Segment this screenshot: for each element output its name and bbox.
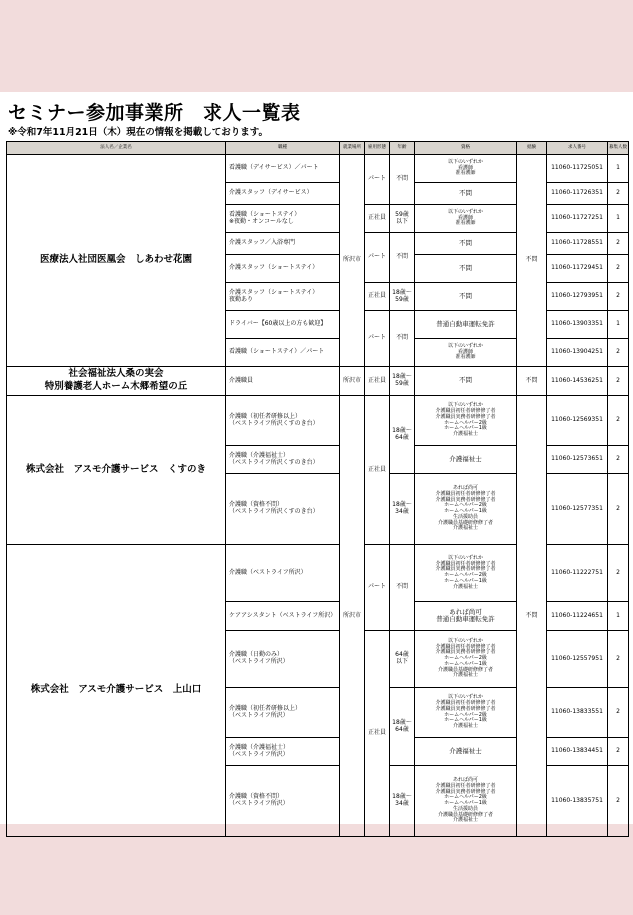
age: 不問 [390,545,415,631]
count: 2 [608,446,629,474]
job-title: ケアアシスタント（ベストライフ所沢） [226,602,340,631]
employment-type: パート [365,233,390,283]
employment-type: 正社員 [365,283,390,311]
employment-type: 正社員 [365,205,390,233]
experience: 不問 [517,396,547,837]
count: 2 [608,183,629,205]
qualification: 以下のいずれか 看護師 准看護師 [415,205,517,233]
job-number: 11060-14536251 [547,367,608,396]
job-title: ドライバー【60歳以上の方も歓迎】 [226,311,340,339]
job-listing-table [6,141,629,837]
job-title: 介護職（初任者研修以上） （ベストライフ所沢くすのき台） [226,396,340,446]
header-job: 職種 [226,142,340,155]
qualification: 以下のいずれか 看護師 准看護師 [415,339,517,367]
corp-name: 医療法人社団医凰会 しあわせ花園 [7,155,226,367]
job-number: 11060-13904251 [547,339,608,367]
qualification: 不問 [415,367,517,396]
age: 18歳～ 34歳 [390,766,415,837]
experience: 不問 [517,155,547,367]
job-number: 11060-11726351 [547,183,608,205]
qualification: 不問 [415,183,517,205]
age: 18歳～ 59歳 [390,283,415,311]
age: 不問 [390,233,415,283]
employment-type: 正社員 [365,631,390,837]
qualification: 以下のいずれか 介護職員初任者研修修了者 介護職員実務者研修修了者 ホームヘルパー2級 ホームヘルパー1級 介護職員基礎研修修了者 介護福祉士 [415,631,517,688]
employment-type: パート [365,545,390,631]
count: 2 [608,474,629,545]
job-number: 11060-13833551 [547,688,608,738]
table-row [7,155,629,183]
job-number: 11060-13835751 [547,766,608,837]
count: 2 [608,339,629,367]
age: 18歳～ 34歳 [390,474,415,545]
count: 2 [608,545,629,602]
job-title: 介護スタッフ／入浴専門 [226,233,340,255]
qualification: 以下のいずれか 介護職員初任者研修修了者 介護職員実務者研修修了者 ホームヘルパー2級 ホームヘルパー1級 介護福祉士 [415,688,517,738]
job-number: 11060-12573651 [547,446,608,474]
qualification: 介護福祉士 [415,446,517,474]
employment-type: 正社員 [365,396,390,545]
qualification: あれば尚可 普通自動車運転免許 [415,602,517,631]
qualification: 以下のいずれか 介護職員初任者研修修了者 介護職員実務者研修修了者 ホームヘルパー2級 ホームヘルパー1級 介護福祉士 [415,396,517,446]
job-title: 介護職（日勤のみ） （ベストライフ所沢） [226,631,340,688]
age: 18歳～ 64歳 [390,396,415,474]
qualification: 普通自動車運転免許 [415,311,517,339]
job-number: 11060-11728551 [547,233,608,255]
table-row [7,396,629,446]
count: 2 [608,233,629,255]
job-number: 11060-13834451 [547,738,608,766]
employment-type: 正社員 [365,367,390,396]
job-number: 11060-11725051 [547,155,608,183]
job-title: 介護職（初任者研修以上） （ベストライフ所沢） [226,688,340,738]
job-title: 介護職（資格不問） （ベストライフ所沢） [226,766,340,837]
job-number: 11060-11729451 [547,255,608,283]
job-number: 11060-12577351 [547,474,608,545]
header-location: 就業場所 [340,142,365,155]
job-title: 看護職（デイサービス）／パート [226,155,340,183]
count: 2 [608,738,629,766]
experience: 不問 [517,367,547,396]
count: 1 [608,155,629,183]
job-title: 介護職（介護福祉士） （ベストライフ所沢） [226,738,340,766]
job-number: 11060-13903351 [547,311,608,339]
page-subtitle: ※令和7年11月21日（木）現在の情報を掲載しております。 [8,127,269,138]
qualification: あれば尚可 介護職員初任者研修修了者 介護職員実務者研修修了者 ホームヘルパー2級 ホームヘルパー1級 生活援助員 介護職員基礎研修修了者 介護福祉士 [415,766,517,837]
qualification: 不問 [415,283,517,311]
header-employment: 雇用形態 [365,142,390,155]
table-header-row [7,142,629,155]
age: 64歳 以下 [390,631,415,688]
header-count: 募集人数 [608,142,629,155]
qualification: 不問 [415,233,517,255]
job-number: 11060-11727251 [547,205,608,233]
job-title: 介護職（ベストライフ所沢） [226,545,340,602]
header-age: 年齢 [390,142,415,155]
count: 2 [608,367,629,396]
table-row [7,367,629,396]
count: 2 [608,255,629,283]
location: 所沢市 [340,367,365,396]
count: 2 [608,688,629,738]
job-number: 11060-11222751 [547,545,608,602]
count: 1 [608,602,629,631]
employment-type: パート [365,311,390,367]
corp-name: 株式会社 アスモ介護サービス くすのき [7,396,226,545]
location: 所沢市 [340,155,365,367]
count: 2 [608,396,629,446]
job-title: 看護職（ショートステイ） ※夜勤・オンコールなし [226,205,340,233]
qualification: 不問 [415,255,517,283]
corp-name: 社会福祉法人桑の実会 特別養護老人ホーム木郷希望の丘 [7,367,226,396]
age: 不問 [390,311,415,367]
job-title: 介護スタッフ（ショートステイ） [226,255,340,283]
employment-type: パート [365,155,390,205]
count: 1 [608,205,629,233]
job-number: 11060-12557951 [547,631,608,688]
count: 1 [608,311,629,339]
age: 18歳～ 64歳 [390,688,415,766]
header-qualification: 資格 [415,142,517,155]
corp-name: 株式会社 アスモ介護サービス 上山口 [7,545,226,837]
job-title: 介護スタッフ（ショートステイ） 夜勤あり [226,283,340,311]
count: 2 [608,283,629,311]
job-title: 介護職（介護福祉士） （ベストライフ所沢くすのき台） [226,446,340,474]
job-number: 11060-11224651 [547,602,608,631]
age: 59歳 以下 [390,205,415,233]
count: 2 [608,631,629,688]
qualification: 以下のいずれか 介護職員初任者研修修了者 介護職員実務者研修修了者 ホームヘルパー2級 ホームヘルパー1級 介護福祉士 [415,545,517,602]
location: 所沢市 [340,396,365,837]
job-number: 11060-12569351 [547,396,608,446]
document-sheet [0,92,633,824]
qualification: あれば尚可 介護職員初任者研修修了者 介護職員実務者研修修了者 ホームヘルパー2級 ホームヘルパー1級 生活援助員 介護職員基礎研修修了者 介護福祉士 [415,474,517,545]
job-title: 介護職員 [226,367,340,396]
age: 不問 [390,155,415,205]
job-title: 介護スタッフ（デイサービス） [226,183,340,205]
job-title: 介護職（資格不問） （ベストライフ所沢くすのき台） [226,474,340,545]
job-title: 看護職（ショートステイ）／パート [226,339,340,367]
qualification: 介護福祉士 [415,738,517,766]
page-title: セミナー参加事業所 求人一覧表 [8,102,301,124]
qualification: 以下のいずれか 看護師 准看護師 [415,155,517,183]
age: 18歳～ 59歳 [390,367,415,396]
job-number: 11060-12793951 [547,283,608,311]
header-corp: 法人名／企業名 [7,142,226,155]
header-job-number: 求人番号 [547,142,608,155]
count: 2 [608,766,629,837]
header-experience: 経験 [517,142,547,155]
